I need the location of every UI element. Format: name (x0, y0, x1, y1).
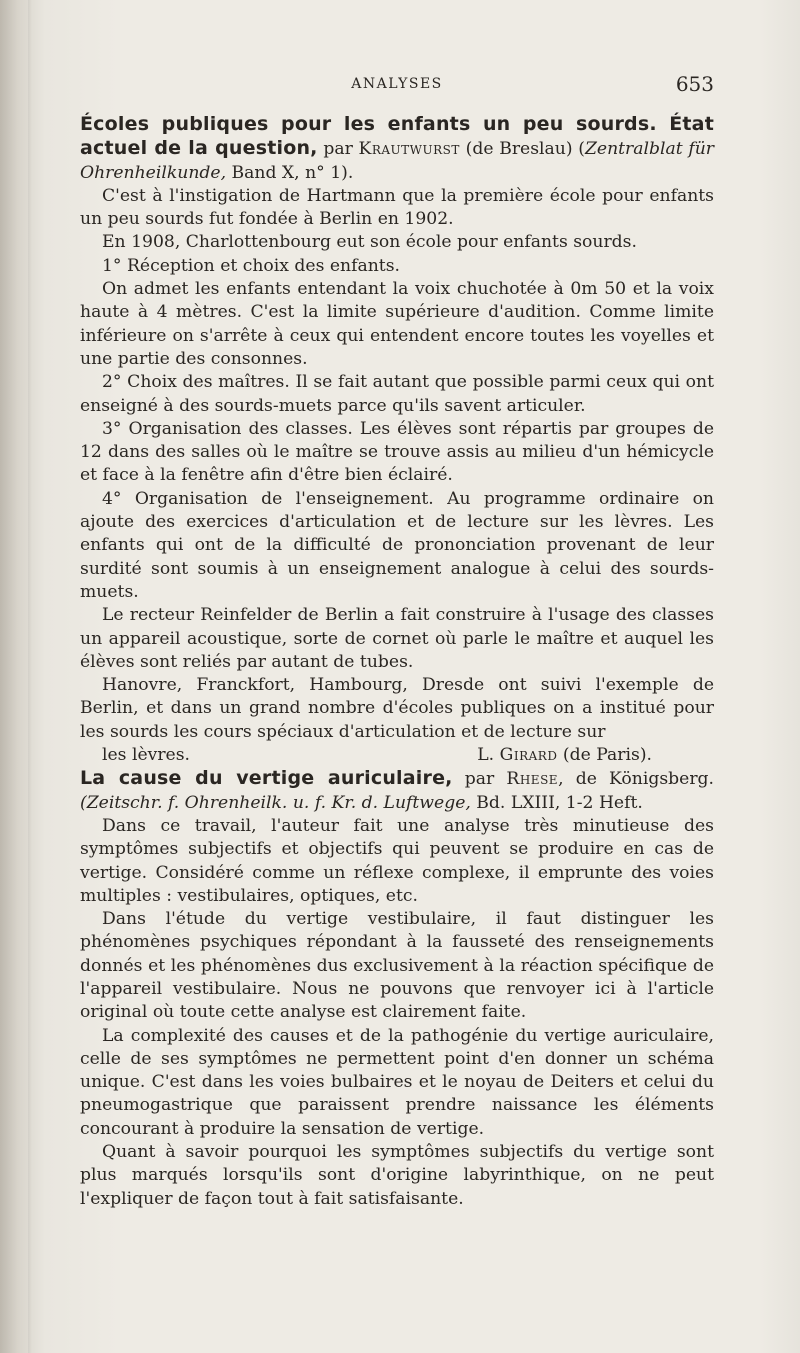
article-1-paragraph: 2° Choix des maîtres. Il se fait autant que possible parmi ceux qui ont enseigné à des sourds-muets parce qu'ils savent articuler. (80, 372, 714, 416)
signature-suffix: (de Paris). (562, 745, 652, 766)
article-1-paragraph: C'est à l'instigation de Hartmann que la première école pour enfants un peu sourds fut fondée à Berlin en 1902. (80, 185, 714, 230)
article-1-author: Krautwurst (358, 139, 460, 160)
article-2-journal: (Zeitschr. f. Ohrenheilk. u. f. Kr. d. Luftwege, (80, 792, 471, 813)
binding-shadow (28, 0, 32, 1353)
article-2-by: par (464, 769, 495, 790)
page-number: 653 (675, 72, 714, 96)
article-1-paragraph: 4° Organisation de l'enseignement. Au programme ordinaire on ajoute des exercices d'articulation et de lecture sur les lèvres. Les enfants qui ont de la difficulté de prononciation provenant de leur surdité sont soumis à un enseignement analogue à celui des sourds-muets. (80, 488, 714, 602)
article-1-citation: Band X, n° 1). (231, 162, 354, 183)
article-2-paragraph: La complexité des causes et de la pathogénie du vertige auriculaire, celle de ses symptômes ne permettent point d'en donner un schéma unique. C'est dans les voies bulbaires et le noyau de Deiters et celui du pneumogastrique que paraissent prendre naissance les éléments concourant à produire la sensation de vertige. (80, 1025, 714, 1139)
article-1-last-line: les lèvres. (102, 745, 191, 766)
signature-name: Girard (499, 745, 558, 766)
article-1-paragraph: On admet les enfants entendant la voix chuchotée à 0m 50 et la voix haute à 4 mètres. C'est la limite supérieure d'audition. Comme limite inférieure on s'arrête à ceux qui entendent encore toutes les voyelles et une partie des consonnes. (80, 279, 714, 369)
article-1-by: par (323, 139, 353, 160)
article-2-author: Rhese (506, 769, 559, 790)
article-1-signature-line (80, 744, 714, 767)
article-2-title: La cause du vertige auriculaire, (80, 767, 453, 790)
article-1-heading (80, 113, 714, 185)
article-1-title: Écoles publiques pour les enfants un peu sourds. État actuel de la question, (80, 113, 714, 160)
article-2-heading (80, 767, 714, 815)
article-1-paragraph: Le recteur Reinfelder de Berlin a fait construire à l'usage des classes un appareil acoustique, sorte de cornet où parle le maître et auquel les élèves sont reliés par autant de tubes. (80, 605, 714, 672)
article-2-paragraph: Dans ce travail, l'auteur fait une analyse très minutieuse des symptômes subjectifs et objectifs qui peuvent se produire en cas de vertige. Considéré comme un réflexe complexe, il emprunte des voies multiples : vestibulaires, optiques, etc. (80, 815, 714, 906)
running-head-title: ANALYSES (351, 76, 443, 92)
article-1-paragraph: Hanovre, Franckfort, Hambourg, Dresde ont suivi l'exemple de Berlin, et dans un grand nombre d'écoles publiques on a institué pour les sourds les cours spéciaux d'articulation et de lecture sur (80, 675, 714, 742)
article-1-paragraph: 3° Organisation des classes. Les élèves sont répartis par groupes de 12 dans des salles où le maître se trouve assis au milieu d'un hémicycle et face à la fenêtre afin d'être bien éclairé. (80, 418, 714, 486)
signature-prefix: L. (477, 745, 495, 766)
article-2-paragraph: Quant à savoir pourquoi les symptômes subjectifs du vertige sont plus marqués lorsqu'ils sont d'origine labyrinthique, on ne peut l'expliquer de façon tout à fait satisfaisante. (80, 1142, 714, 1209)
article-2-paragraph: Dans l'étude du vertige vestibulaire, il faut distinguer les phénomènes psychiques répondant à la fausseté des renseignements donnés et les phénomènes dus exclusivement à la réaction spécifique de l'appareil vestibulaire. Nous ne pouvons que renvoyer ici à l'article original où toute cette analyse est clairement faite. (80, 909, 714, 1023)
article-1-paragraph: En 1908, Charlottenbourg eut son école pour enfants sourds. (102, 232, 637, 253)
article-1-affiliation: (de Breslau) ( (465, 139, 585, 160)
article-1-paragraph: 1° Réception et choix des enfants. (102, 255, 400, 276)
running-head (80, 72, 714, 96)
article-1-journal: Zentralblat für Ohrenheilkunde, (80, 139, 715, 183)
body-text (80, 113, 714, 1211)
article-1-signature (455, 744, 652, 767)
article-2-citation: Bd. LXIII, 1-2 Heft. (476, 792, 643, 813)
article-2-affiliation: , de Königsberg. (558, 769, 714, 790)
